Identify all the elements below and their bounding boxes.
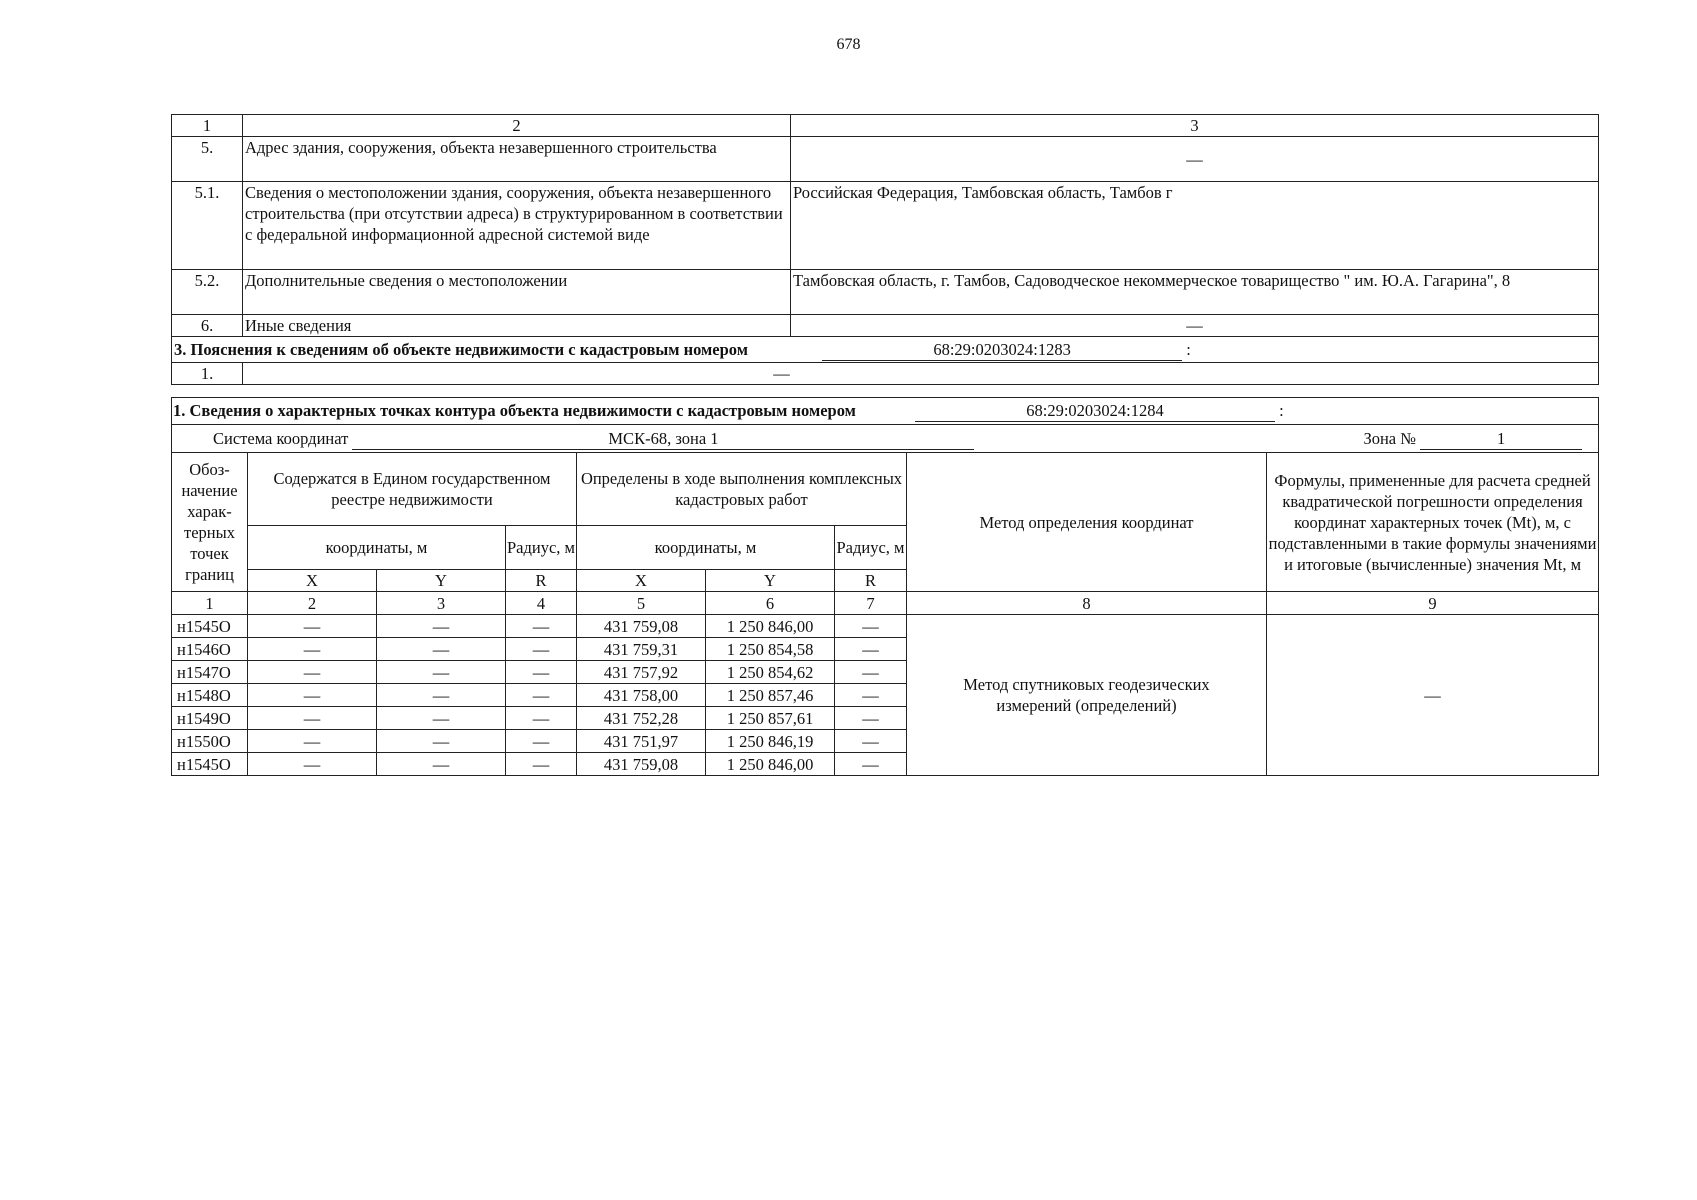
egrn-y: — — [377, 615, 506, 638]
point-name: н1547О — [172, 661, 248, 684]
row-address — [172, 137, 1599, 182]
point-x: 431 758,00 — [577, 684, 706, 707]
lower-title-row — [172, 398, 1599, 425]
address-info-table — [171, 114, 1599, 385]
lower-title-cell — [172, 398, 1599, 425]
row-label: Сведения о местоположении здания, сооружения, объекта незавершенного строительства (при отсутствии адреса) в структурированном в соответствии с федеральной информационной адресной системой виде — [243, 182, 791, 270]
column-number: 3 — [377, 592, 506, 615]
column-numbers-row — [172, 592, 1599, 615]
section3-title-row — [172, 337, 1599, 363]
section3-cadastral-number: 68:29:0203024:1283 — [822, 339, 1182, 361]
row-label: Адрес здания, сооружения, объекта незавершенного строительства — [243, 137, 791, 182]
point-name: н1550О — [172, 730, 248, 753]
coord-system-cell — [172, 425, 1599, 453]
header-row-1 — [172, 453, 1599, 526]
header-egrn-r: R — [506, 570, 577, 592]
column-number: 5 — [577, 592, 706, 615]
header-complex-coords: координаты, м — [577, 526, 835, 570]
column-number: 9 — [1267, 592, 1599, 615]
header-egrn-radius: Радиус, м — [506, 526, 577, 570]
header-complex-radius: Радиус, м — [835, 526, 907, 570]
point-y: 1 250 846,00 — [706, 615, 835, 638]
header-point-designation: Обоз-начение харак-терных точек границ — [172, 453, 248, 592]
point-x: 431 759,08 — [577, 615, 706, 638]
egrn-y: — — [377, 753, 506, 776]
row-location-structured — [172, 182, 1599, 270]
egrn-y: — — [377, 684, 506, 707]
egrn-y: — — [377, 661, 506, 684]
point-x: 431 757,92 — [577, 661, 706, 684]
egrn-y: — — [377, 730, 506, 753]
row-location-additional — [172, 270, 1599, 315]
point-x: 431 759,31 — [577, 638, 706, 661]
egrn-r: — — [506, 661, 577, 684]
page-number: 678 — [836, 36, 861, 53]
column-number: 1 — [172, 592, 248, 615]
egrn-y: — — [377, 638, 506, 661]
point-name: н1548О — [172, 684, 248, 707]
header-complex-r: R — [835, 570, 907, 592]
section3-title: 3. Пояснения к сведениям об объекте недвижимости с кадастровым номером — [174, 339, 748, 359]
point-r: — — [835, 638, 907, 661]
section3-title-cell — [172, 337, 1599, 363]
egrn-x: — — [248, 661, 377, 684]
row-value: Тамбовская область, г. Тамбов, Садоводческое некоммерческое товарищество " им. Ю.А. Гагарина", 8 — [791, 270, 1599, 315]
row-number: 6. — [172, 315, 243, 337]
egrn-y: — — [377, 707, 506, 730]
coord-system-row — [172, 425, 1599, 453]
row-label: Иные сведения — [243, 315, 791, 337]
column-number: 4 — [506, 592, 577, 615]
column-number: 2 — [248, 592, 377, 615]
egrn-x: — — [248, 707, 377, 730]
point-name: н1545О — [172, 615, 248, 638]
point-name: н1545О — [172, 753, 248, 776]
column-number: 7 — [835, 592, 907, 615]
egrn-x: — — [248, 753, 377, 776]
lower-cadastral-number: 68:29:0203024:1284 — [915, 400, 1275, 422]
egrn-r: — — [506, 684, 577, 707]
coord-system-label: Система координат — [213, 428, 349, 448]
point-y: 1 250 854,62 — [706, 661, 835, 684]
table-row — [172, 615, 1599, 638]
egrn-x: — — [248, 615, 377, 638]
egrn-r: — — [506, 638, 577, 661]
method-value: Метод спутниковых геодезических измерений (определений) — [907, 615, 1267, 776]
point-r: — — [835, 707, 907, 730]
section3-row — [172, 363, 1599, 385]
header-egrn-coords: координаты, м — [248, 526, 506, 570]
upper-col-1-header: 1 — [172, 115, 243, 137]
upper-col-2-header: 2 — [243, 115, 791, 137]
formulas-value: — — [1267, 615, 1599, 776]
header-egrn-x: X — [248, 570, 377, 592]
point-r: — — [835, 753, 907, 776]
section3-colon: : — [1186, 339, 1191, 359]
row-value: — — [791, 315, 1599, 337]
egrn-x: — — [248, 730, 377, 753]
row-number: 5.1. — [172, 182, 243, 270]
point-name: н1546О — [172, 638, 248, 661]
egrn-x: — — [248, 684, 377, 707]
header-complex-y: Y — [706, 570, 835, 592]
point-y: 1 250 846,00 — [706, 753, 835, 776]
row-other-info — [172, 315, 1599, 337]
point-x: 431 752,28 — [577, 707, 706, 730]
egrn-r: — — [506, 615, 577, 638]
point-r: — — [835, 661, 907, 684]
header-complex-x: X — [577, 570, 706, 592]
upper-col-3-header: 3 — [791, 115, 1599, 137]
egrn-r: — — [506, 730, 577, 753]
lower-colon: : — [1279, 401, 1284, 420]
row-number: 5. — [172, 137, 243, 182]
point-y: 1 250 857,46 — [706, 684, 835, 707]
egrn-r: — — [506, 707, 577, 730]
zone-label: Зона № — [1363, 429, 1416, 448]
point-y: 1 250 854,58 — [706, 638, 835, 661]
coord-system-value: МСК-68, зона 1 — [352, 428, 974, 450]
row-value: — — [791, 137, 1599, 182]
characteristic-points-table — [171, 397, 1599, 776]
egrn-r: — — [506, 753, 577, 776]
row-number: 5.2. — [172, 270, 243, 315]
point-r: — — [835, 684, 907, 707]
point-y: 1 250 857,61 — [706, 707, 835, 730]
row-value: Российская Федерация, Тамбовская область, Тамбов г — [791, 182, 1599, 270]
row-number: 1. — [172, 363, 243, 385]
header-egrn: Содержатся в Едином государственном реестре недвижимости — [248, 453, 577, 526]
header-complex-works: Определены в ходе выполнения комплексных кадастровых работ — [577, 453, 907, 526]
header-egrn-y: Y — [377, 570, 506, 592]
lower-title: 1. Сведения о характерных точках контура объекта недвижимости с кадастровым номером — [173, 401, 856, 420]
point-name: н1549О — [172, 707, 248, 730]
row-value: — — [243, 363, 1599, 385]
column-number: 8 — [907, 592, 1267, 615]
header-method: Метод определения координат — [907, 453, 1267, 592]
point-x: 431 751,97 — [577, 730, 706, 753]
point-x: 431 759,08 — [577, 753, 706, 776]
header-formulas: Формулы, примененные для расчета средней квадратической погрешности определения координат характерных точек (Mt), м, с подставленными в такие формулы значениями и итоговые (вычисленные) значения Mt, м — [1267, 453, 1599, 592]
zone-value: 1 — [1420, 428, 1582, 450]
egrn-x: — — [248, 638, 377, 661]
upper-header-row — [172, 115, 1599, 137]
point-r: — — [835, 615, 907, 638]
point-r: — — [835, 730, 907, 753]
point-y: 1 250 846,19 — [706, 730, 835, 753]
column-number: 6 — [706, 592, 835, 615]
row-label: Дополнительные сведения о местоположении — [243, 270, 791, 315]
